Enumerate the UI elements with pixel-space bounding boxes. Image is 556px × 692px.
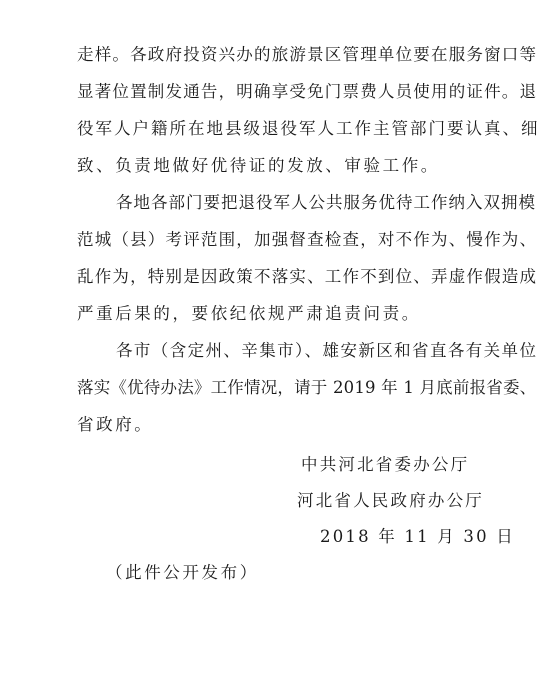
paragraph-2-line-1: 各地各部门要把退役军人公共服务优待工作纳入双拥模 [116,193,536,212]
paragraph-1-line-4: 致、负责地做好优待证的发放、审验工作。 [77,156,440,175]
paragraph-3-line-1: 各市（含定州、辛集市）、雄安新区和省直各有关单位 [116,341,538,360]
paragraph-2-line-3: 乱作为，特别是因政策不落实、工作不到位、弄虚作假造成 [77,267,538,286]
paragraph-3-line-3: 省政府。 [77,415,154,434]
paragraph-2-line-4: 严重后果的，要依纪依规严肃追责问责。 [77,304,421,323]
signature-org-2: 河北省人民政府办公厅 [297,491,484,510]
paragraph-2-line-2: 范城（县）考评范围，加强督查检查，对不作为、慢作为、 [77,230,538,249]
paragraph-1-line-1: 走样。各政府投资兴办的旅游景区管理单位要在服务窗口等 [77,45,538,64]
paragraph-1-line-2: 显著位置制发通告，明确享受免门票费人员使用的证件。退 [77,82,538,101]
publication-note: （此件公开发布） [106,563,259,582]
signature-date: 2018 年 11 月 30 日 [320,527,515,546]
paragraph-3-line-2: 落实《优待办法》工作情况，请于 2019 年 1 月底前报省委、 [77,378,537,397]
paragraph-1-line-3: 役军人户籍所在地县级退役军人工作主管部门要认真、细 [77,119,540,138]
signature-org-1: 中共河北省委办公厅 [301,455,470,474]
